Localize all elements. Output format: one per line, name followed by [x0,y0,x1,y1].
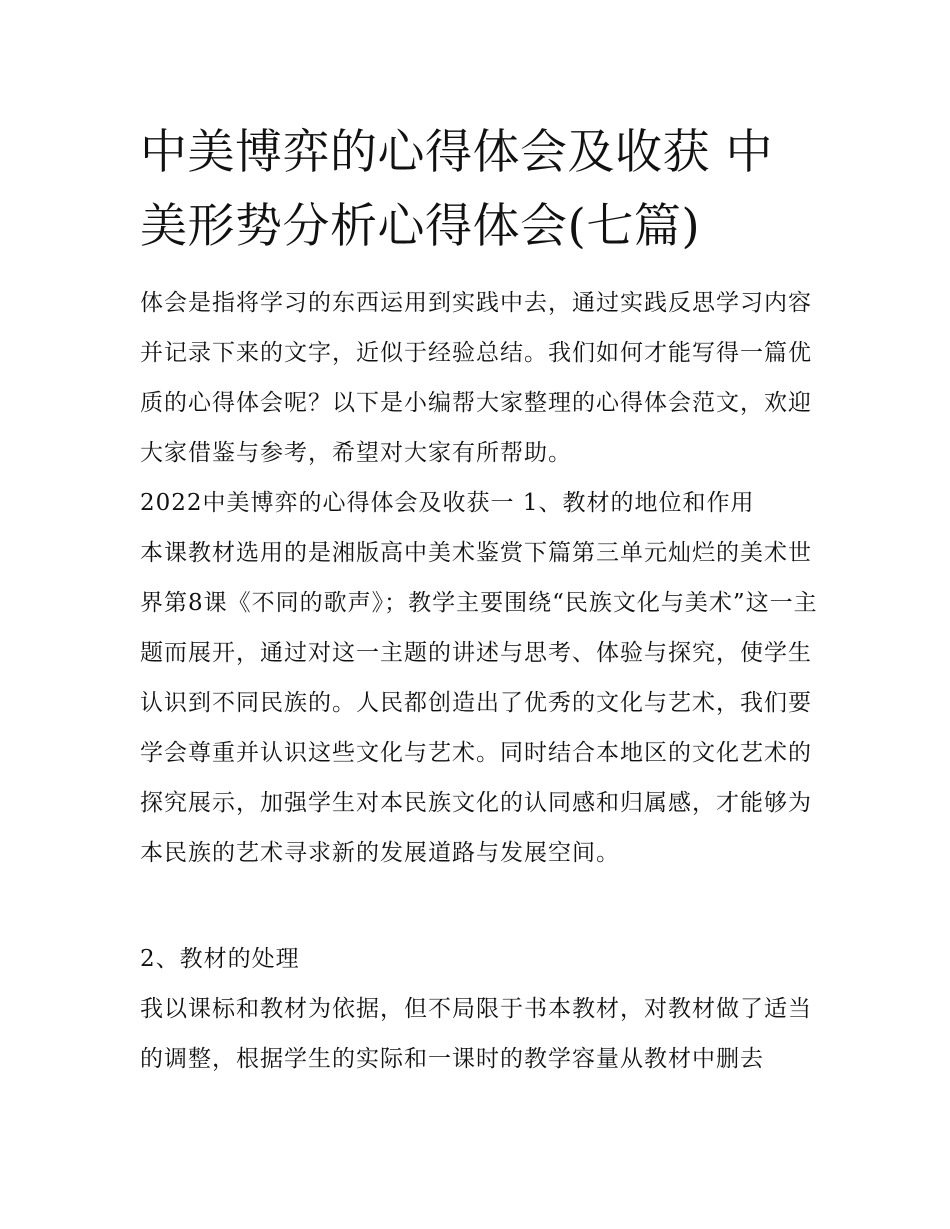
section-1-heading: 2022中美博弈的心得体会及收获一 1、教材的地位和作用 [140,490,755,516]
section-2-heading: 2、教材的处理 [140,946,300,972]
intro-paragraph: 体会是指将学习的东西运用到实践中去，通过实践反思学习内容并记录下来的文字，近似于经验总结。我们如何才能写得一篇优质的心得体会呢？以下是小编帮大家整理的心得体会范文，欢迎大家借鉴与参考，希望对大家有所帮助。 [140,290,812,466]
document-title: 中美博弈的心得体会及收获 中美形势分析心得体会(七篇) [140,125,773,254]
section-2-body: 我以课标和教材为依据，但不局限于书本教材，对教材做了适当的调整，根据学生的实际和一课时的教学容量从教材中删去 [140,996,812,1072]
section-1-body: 本课教材选用的是湘版高中美术鉴赏下篇第三单元灿烂的美术世界第8课《不同的歌声》；教学主要围绕“民族文化与美术”这一主题而展开，通过对这一主题的讲述与思考、体验与探究，使学生认识到不同民族的。人民都创造出了优秀的文化与艺术，我们要学会尊重并认识这些文化与艺术。同时结合本地区的文化艺术的探究展示，加强学生对本民族文化的认同感和归属感，才能够为本民族的艺术寻求新的发展道路与发展空间。 [140,540,818,866]
